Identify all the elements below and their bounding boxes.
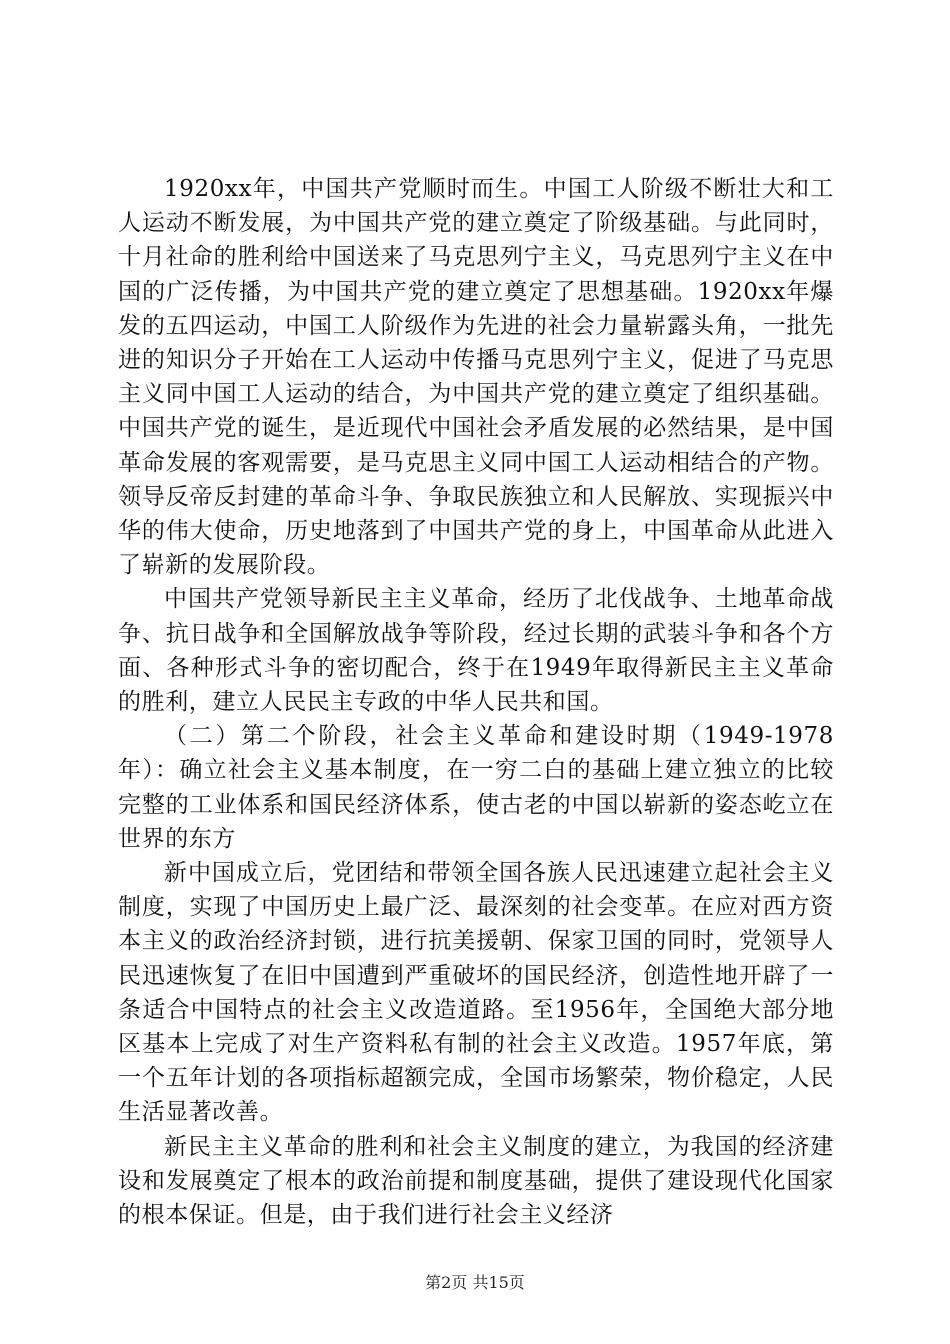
section-heading-stage-two: （二）第二个阶段，社会主义革命和建设时期（1949-1978年）：确立社会主义基本制度，在一穷二白的基础上建立独立的比较完整的工业体系和国民经济体系，使古老的中国以崭新的姿态屹立在世界的东方 <box>118 723 834 852</box>
paragraph-founding: 1920xx年，中国共产党顺时而生。中国工人阶级不断壮大和工人运动不断发展，为中国共产党的建立奠定了阶级基础。与此同时，十月社命的胜利给中国送来了马克思列宁主义，马克思列宁主义在中国的广泛传播，为中国共产党的建立奠定了思想基础。1920xx年爆发的五四运动，中国工人阶级作为先进的社会力量崭露头角，一批先进的知识分子开始在工人运动中传播马克思列宁主义，促进了马克思主义同中国工人运动的结合，为中国共产党的建立奠定了组织基础。中国共产党的诞生，是近现代中国社会矛盾发展的必然结果，是中国革命发展的客观需要，是马克思主义同中国工人运动相结合的产物。领导反帝反封建的革命斗争、争取民族独立和人民解放、实现振兴中华的伟大使命，历史地落到了中国共产党的身上，中国革命从此进入了崭新的发展阶段。 <box>118 176 834 579</box>
document-body <box>118 172 834 1232</box>
page-footer: 第2页 共15页 <box>425 1273 525 1292</box>
paragraph-socialist-transformation: 新中国成立后，党团结和带领全国各族人民迅速建立起社会主义制度，实现了中国历史上最广泛、最深刻的社会变革。在应对西方资本主义的政治经济封锁，进行抗美援朝、保家卫国的同时，党领导人民迅速恢复了在旧中国遭到严重破坏的国民经济，创造性地开辟了一条适合中国特点的社会主义改造道路。至1956年，全国绝大部分地区基本上完成了对生产资料私有制的社会主义改造。1957年底，第一个五年计划的各项指标超额完成，全国市场繁荣，物价稳定，人民生活显著改善。 <box>118 860 834 1126</box>
paragraph-foundation-for-development: 新民主主义革命的胜利和社会主义制度的建立，为我国的经济建设和发展奠定了根本的政治前提和制度基础，提供了建设现代化国家的根本保证。但是，由于我们进行社会主义经济 <box>118 1133 834 1229</box>
paragraph-new-democratic-revolution: 中国共产党领导新民主主义革命，经历了北伐战争、土地革命战争、抗日战争和全国解放战争等阶段，经过长期的武装斗争和各个方面、各种形式斗争的密切配合，终于在1949年取得新民主主义革命的胜利，建立人民民主专政的中华人民共和国。 <box>118 586 834 716</box>
